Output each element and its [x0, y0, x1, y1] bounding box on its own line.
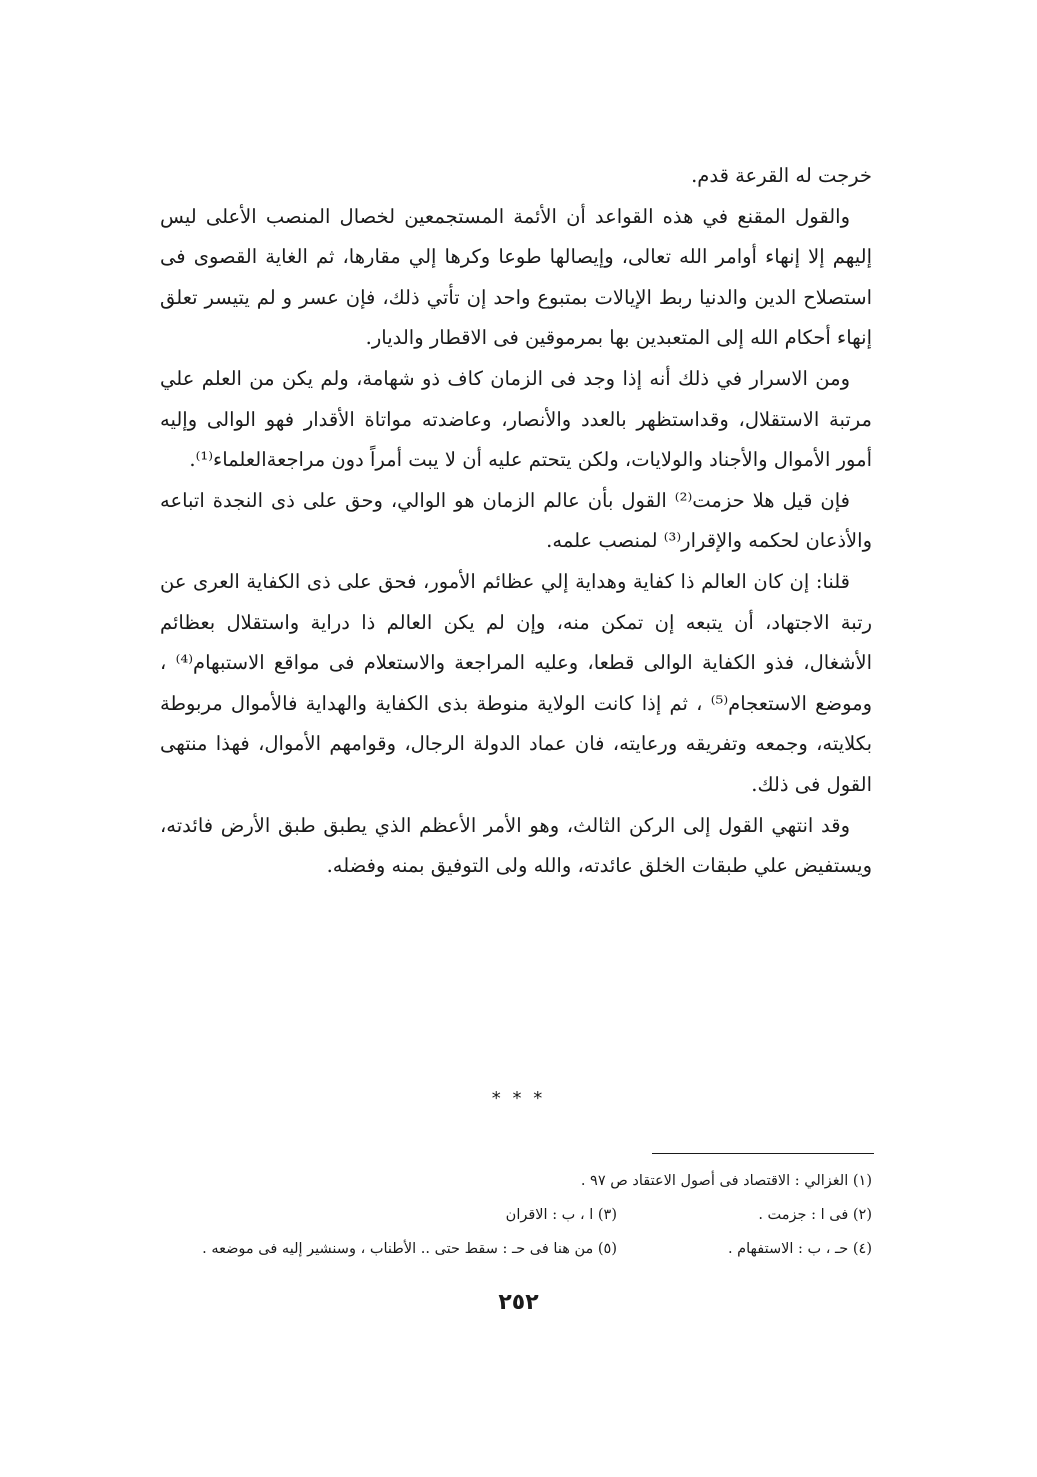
footnote-5: (٥) من هنا فى حـ : سقط حتى .. الأطناب ، وسنشير إليه فى موضعه .: [202, 1241, 617, 1257]
footnote-rule: [652, 1153, 874, 1154]
footnote-row-2: [160, 1198, 872, 1232]
footnote-row-3: [160, 1232, 872, 1266]
paragraph-5: قلنا: إن كان العالم ذا كفاية وهداية إلي عظائم الأمور، فحق على ذى الكفاية العرى عن رتبة الاجتهاد، أن يتبعه إن تمكن منه، وإن لم يكن العالم ذا دراية واستقلال بعظائم الأشغال، فذو الكفاية الوالى قطعا، وعليه المراجعة والاستعلام فى مواقع الاستبهام⁽⁴⁾ ، وموضع الاستعجام⁽⁵⁾ ، ثم إذا كانت الولاية منوطة بذى الكفاية والهداية فالأموال مربوطة بكلايته، وجمعه وتفريقه ورعايته، فان عماد الدولة الرجال، وقوامهم الأموال، فهذا منتهى القول فى ذلك.: [160, 569, 873, 796]
footnote-1: (١) الغزالي : الاقتصاد فى أصول الاعتقاد ص ٩٧ .: [580, 1173, 872, 1189]
paragraph-3: ومن الاسرار في ذلك أنه إذا وجد فى الزمان كاف ذو شهامة، ولم يكن من العلم علي مرتبة الاستقلال، وقداستظهر بالعدد والأنصار، وعاضدته مواتاة الأقدار فهو الوالى وإليه أمور الأموال والأجناد والولايات، ولكن يتحتم عليه أن لا يبت أمراً دون مراجعةالعلماء⁽¹⁾.: [160, 366, 872, 472]
page-number: ٢٥٢: [498, 1290, 539, 1315]
paragraph-4: فإن قيل هلا حزمت⁽²⁾ القول بأن عالم الزمان هو الوالي، وحق على ذى النجدة اتباعه والأذعان لحكمه والإقرار⁽³⁾ لمنصب علمه.: [160, 488, 872, 553]
paragraph-6: وقد انتهي القول إلى الركن الثالث، وهو الأمر الأعظم الذي يطبق طبق الأرض فائدته، ويستفيض علي طبقات الخلق عائدته، والله ولى التوفيق بمنه وفضله.: [160, 813, 872, 878]
paragraph-2: والقول المقنع في هذه القواعد أن الأئمة المستجمعين لخصال المنصب الأعلى ليس إليهم إلا إنهاء أوامر الله تعالى، وإيصالها طوعا وكرها إلي مقارها، ثم الغاية القصوى فى استصلاح الدين والدنيا ربط الإيالات بمتبوع واحد إن تأتي ذلك، فإن عسر و لم يتيسر تعلق إنهاء أحكام الله إلى المتعبدين بها بمرموقين فى الاقطار والديار.: [160, 204, 872, 350]
footnotes: [160, 1164, 872, 1266]
footnote-row-1: [160, 1164, 872, 1198]
footnote-2: (٢) فى ا : جزمت .: [758, 1207, 872, 1223]
footnote-4: (٤) حـ ، ب : الاستفهام .: [727, 1241, 872, 1257]
section-separator: * * *: [491, 1088, 546, 1109]
paragraph-1: خرجت له القرعة قدم.: [691, 164, 872, 187]
footnote-3: (٣) ا ، ب : الاقران: [505, 1207, 617, 1223]
body-text: [160, 156, 872, 887]
